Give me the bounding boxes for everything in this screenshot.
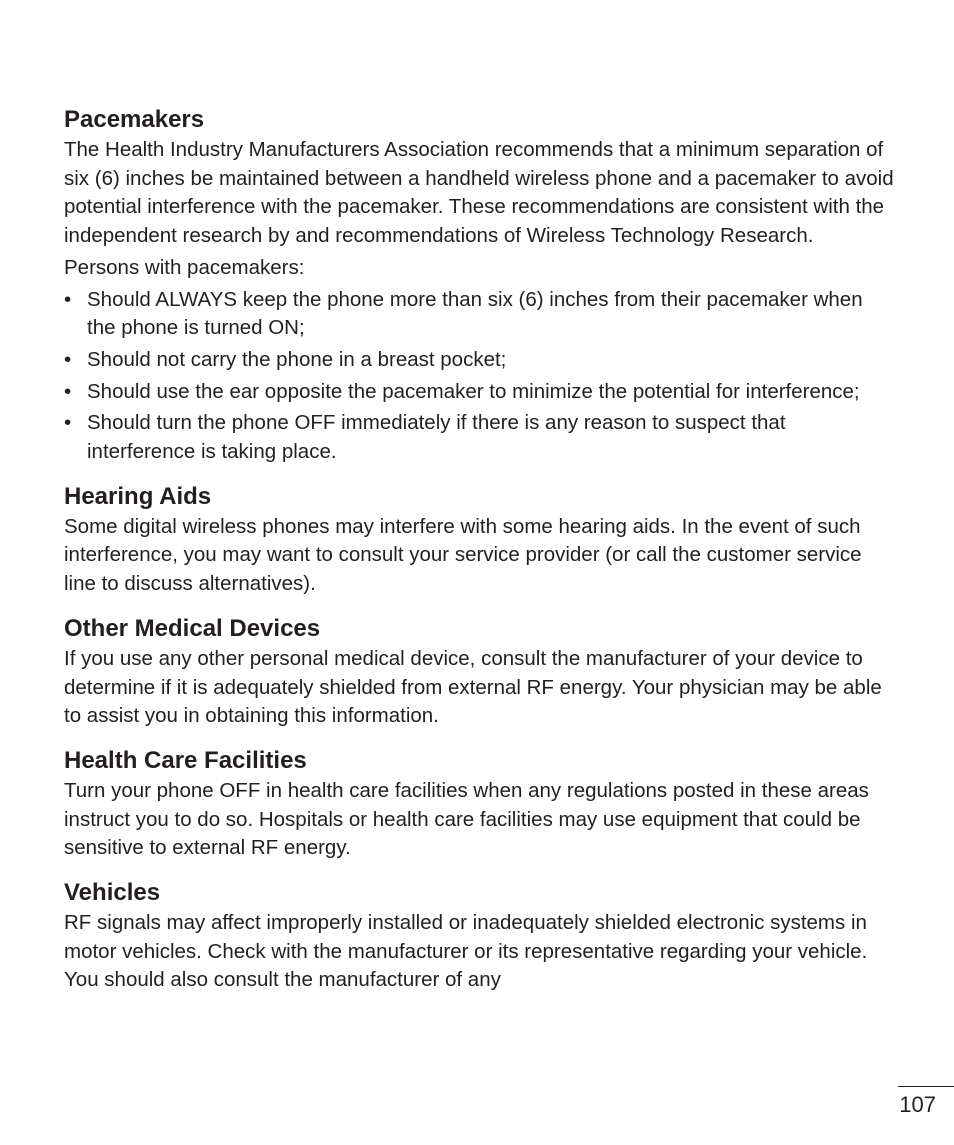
list-item: [64, 409, 894, 466]
footer-divider: [898, 1086, 954, 1087]
section-other-medical-devices: [64, 613, 894, 731]
section-health-care-facilities: [64, 745, 894, 863]
list-item: [64, 346, 894, 375]
bullet-icon: •: [64, 411, 72, 435]
section-hearing-aids: [64, 481, 894, 599]
section-heading: Pacemakers: [64, 106, 205, 133]
paragraph: Some digital wireless phones may interfere with some hearing aids. In the event of such interference, you may want to consult your service provider (or call the customer service line to discuss alternatives).: [64, 514, 862, 596]
bullet-icon: •: [64, 347, 72, 371]
section-vehicles: [64, 877, 894, 995]
section-heading: Other Medical Devices: [64, 614, 321, 642]
list-item: [64, 378, 894, 407]
list-item-text: Should use the ear opposite the pacemaker to minimize the potential for interference;: [87, 379, 860, 403]
list-item-text: Should not carry the phone in a breast pocket;: [87, 347, 507, 371]
section-heading: Vehicles: [64, 879, 161, 907]
list-item: [64, 286, 894, 343]
document-body: [64, 104, 894, 1009]
bullet-list: [64, 286, 894, 467]
page-number: 107: [899, 1092, 936, 1117]
section-heading: Hearing Aids: [64, 482, 212, 510]
section-heading: Health Care Facilities: [64, 746, 307, 774]
paragraph: Turn your phone OFF in health care facilities when any regulations posted in these areas instruct you to do so. Hospitals or health care facilities may use equipment that could be sensitive to external RF energy.: [64, 778, 869, 860]
list-item-text: Should turn the phone OFF immediately if there is any reason to suspect that interference is taking place.: [87, 411, 786, 464]
paragraph: The Health Industry Manufacturers Association recommends that a minimum separation of six (6) inches be maintained between a handheld wireless phone and a pacemaker to avoid potential interference with the pacemaker. These recommendations are consistent with the independent research by and recommendations of Wireless Technology Research.: [64, 138, 894, 248]
bullet-icon: •: [64, 287, 72, 311]
section-pacemakers: [64, 104, 894, 467]
bullet-icon: •: [64, 379, 72, 403]
paragraph: If you use any other personal medical device, consult the manufacturer of your device to determine if it is adequately shielded from external RF energy. Your physician may be able to assist you in obtaining this information.: [64, 646, 882, 728]
list-item-text: Should ALWAYS keep the phone more than six (6) inches from their pacemaker when the phone is turned ON;: [87, 287, 863, 340]
paragraph: RF signals may affect improperly installed or inadequately shielded electronic systems in motor vehicles. Check with the manufacturer or its representative regarding your vehicle. You should also consult the manufacturer of any: [64, 911, 868, 992]
paragraph: Persons with pacemakers:: [64, 255, 305, 279]
